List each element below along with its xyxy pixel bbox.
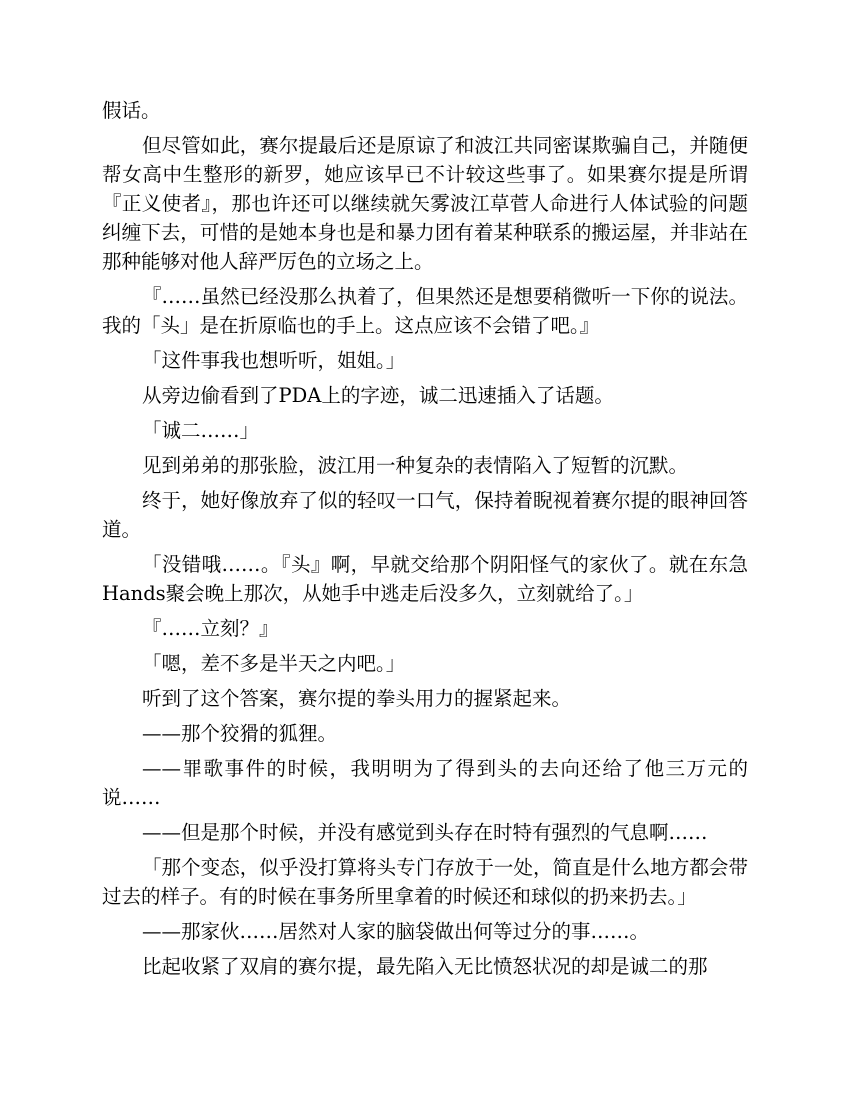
paragraph-7: 见到弟弟的那张脸，波江用一种复杂的表情陷入了短暂的沉默。 xyxy=(142,454,689,477)
paragraph-17: ——那家伙……居然对人家的脑袋做出何等过分的事……。 xyxy=(142,920,650,943)
paragraph-16: 「那个变态，似乎没打算将头专门存放于一处，简直是什么地方都会带过去的样子。有的时候在事务所里拿着的时候还和球似的扔来扔去。」 xyxy=(102,856,748,908)
paragraph-11: 「嗯，差不多是半天之内吧。」 xyxy=(142,652,406,675)
paragraph-3: 『……虽然已经没那么执着了，但果然还是想要稍微听一下你的说法。我的「头」是在折原临也的手上。这点应该不会错了吧。』 xyxy=(102,285,748,337)
paragraph-6: 「诚二……」 xyxy=(142,419,260,442)
paragraph-12: 听到了这个答案，赛尔提的拳头用力的握紧起来。 xyxy=(142,687,572,710)
paragraph-10: 『……立刻？』 xyxy=(142,617,279,640)
paragraph-8: 终于，她好像放弃了似的轻叹一口气，保持着睨视着赛尔提的眼神回答道。 xyxy=(102,489,748,541)
paragraph-5: 从旁边偷看到了PDA上的字迹，诚二迅速插入了话题。 xyxy=(142,384,614,407)
paragraph-13: ——那个狡猾的狐狸。 xyxy=(142,722,338,745)
paragraph-4: 「这件事我也想听听，姐姐。」 xyxy=(142,349,406,372)
paragraph-9: 「没错哦……。『头』啊，早就交给那个阴阳怪气的家伙了。就在东急Hands聚会晚上那次，从她手中逃走后没多久，立刻就给了。」 xyxy=(102,553,748,605)
paragraph-15: ——但是那个时候，并没有感觉到头存在时特有强烈的气息啊…… xyxy=(142,821,708,844)
paragraph-18: 比起收紧了双肩的赛尔提，最先陷入无比愤怒状况的却是诚二的那 xyxy=(142,955,708,978)
paragraph-1: 假话。 xyxy=(102,99,161,122)
paragraph-14: ——罪歌事件的时候，我明明为了得到头的去向还给了他三万元的说…… xyxy=(102,757,748,809)
paragraph-2: 但尽管如此，赛尔提最后还是原谅了和波江共同密谋欺骗自己，并随便帮女高中生整形的新罗，她应该早已不计较这些事了。如果赛尔提是所谓『正义使者』，那也许还可以继续就矢雾波江草菅人命进行人体试验的问题纠缠下去，可惜的是她本身也是和暴力团有着某种联系的搬运屋，并非站在那种能够对他人辞严厉色的立场之上。 xyxy=(102,134,748,273)
document-page xyxy=(102,96,748,987)
